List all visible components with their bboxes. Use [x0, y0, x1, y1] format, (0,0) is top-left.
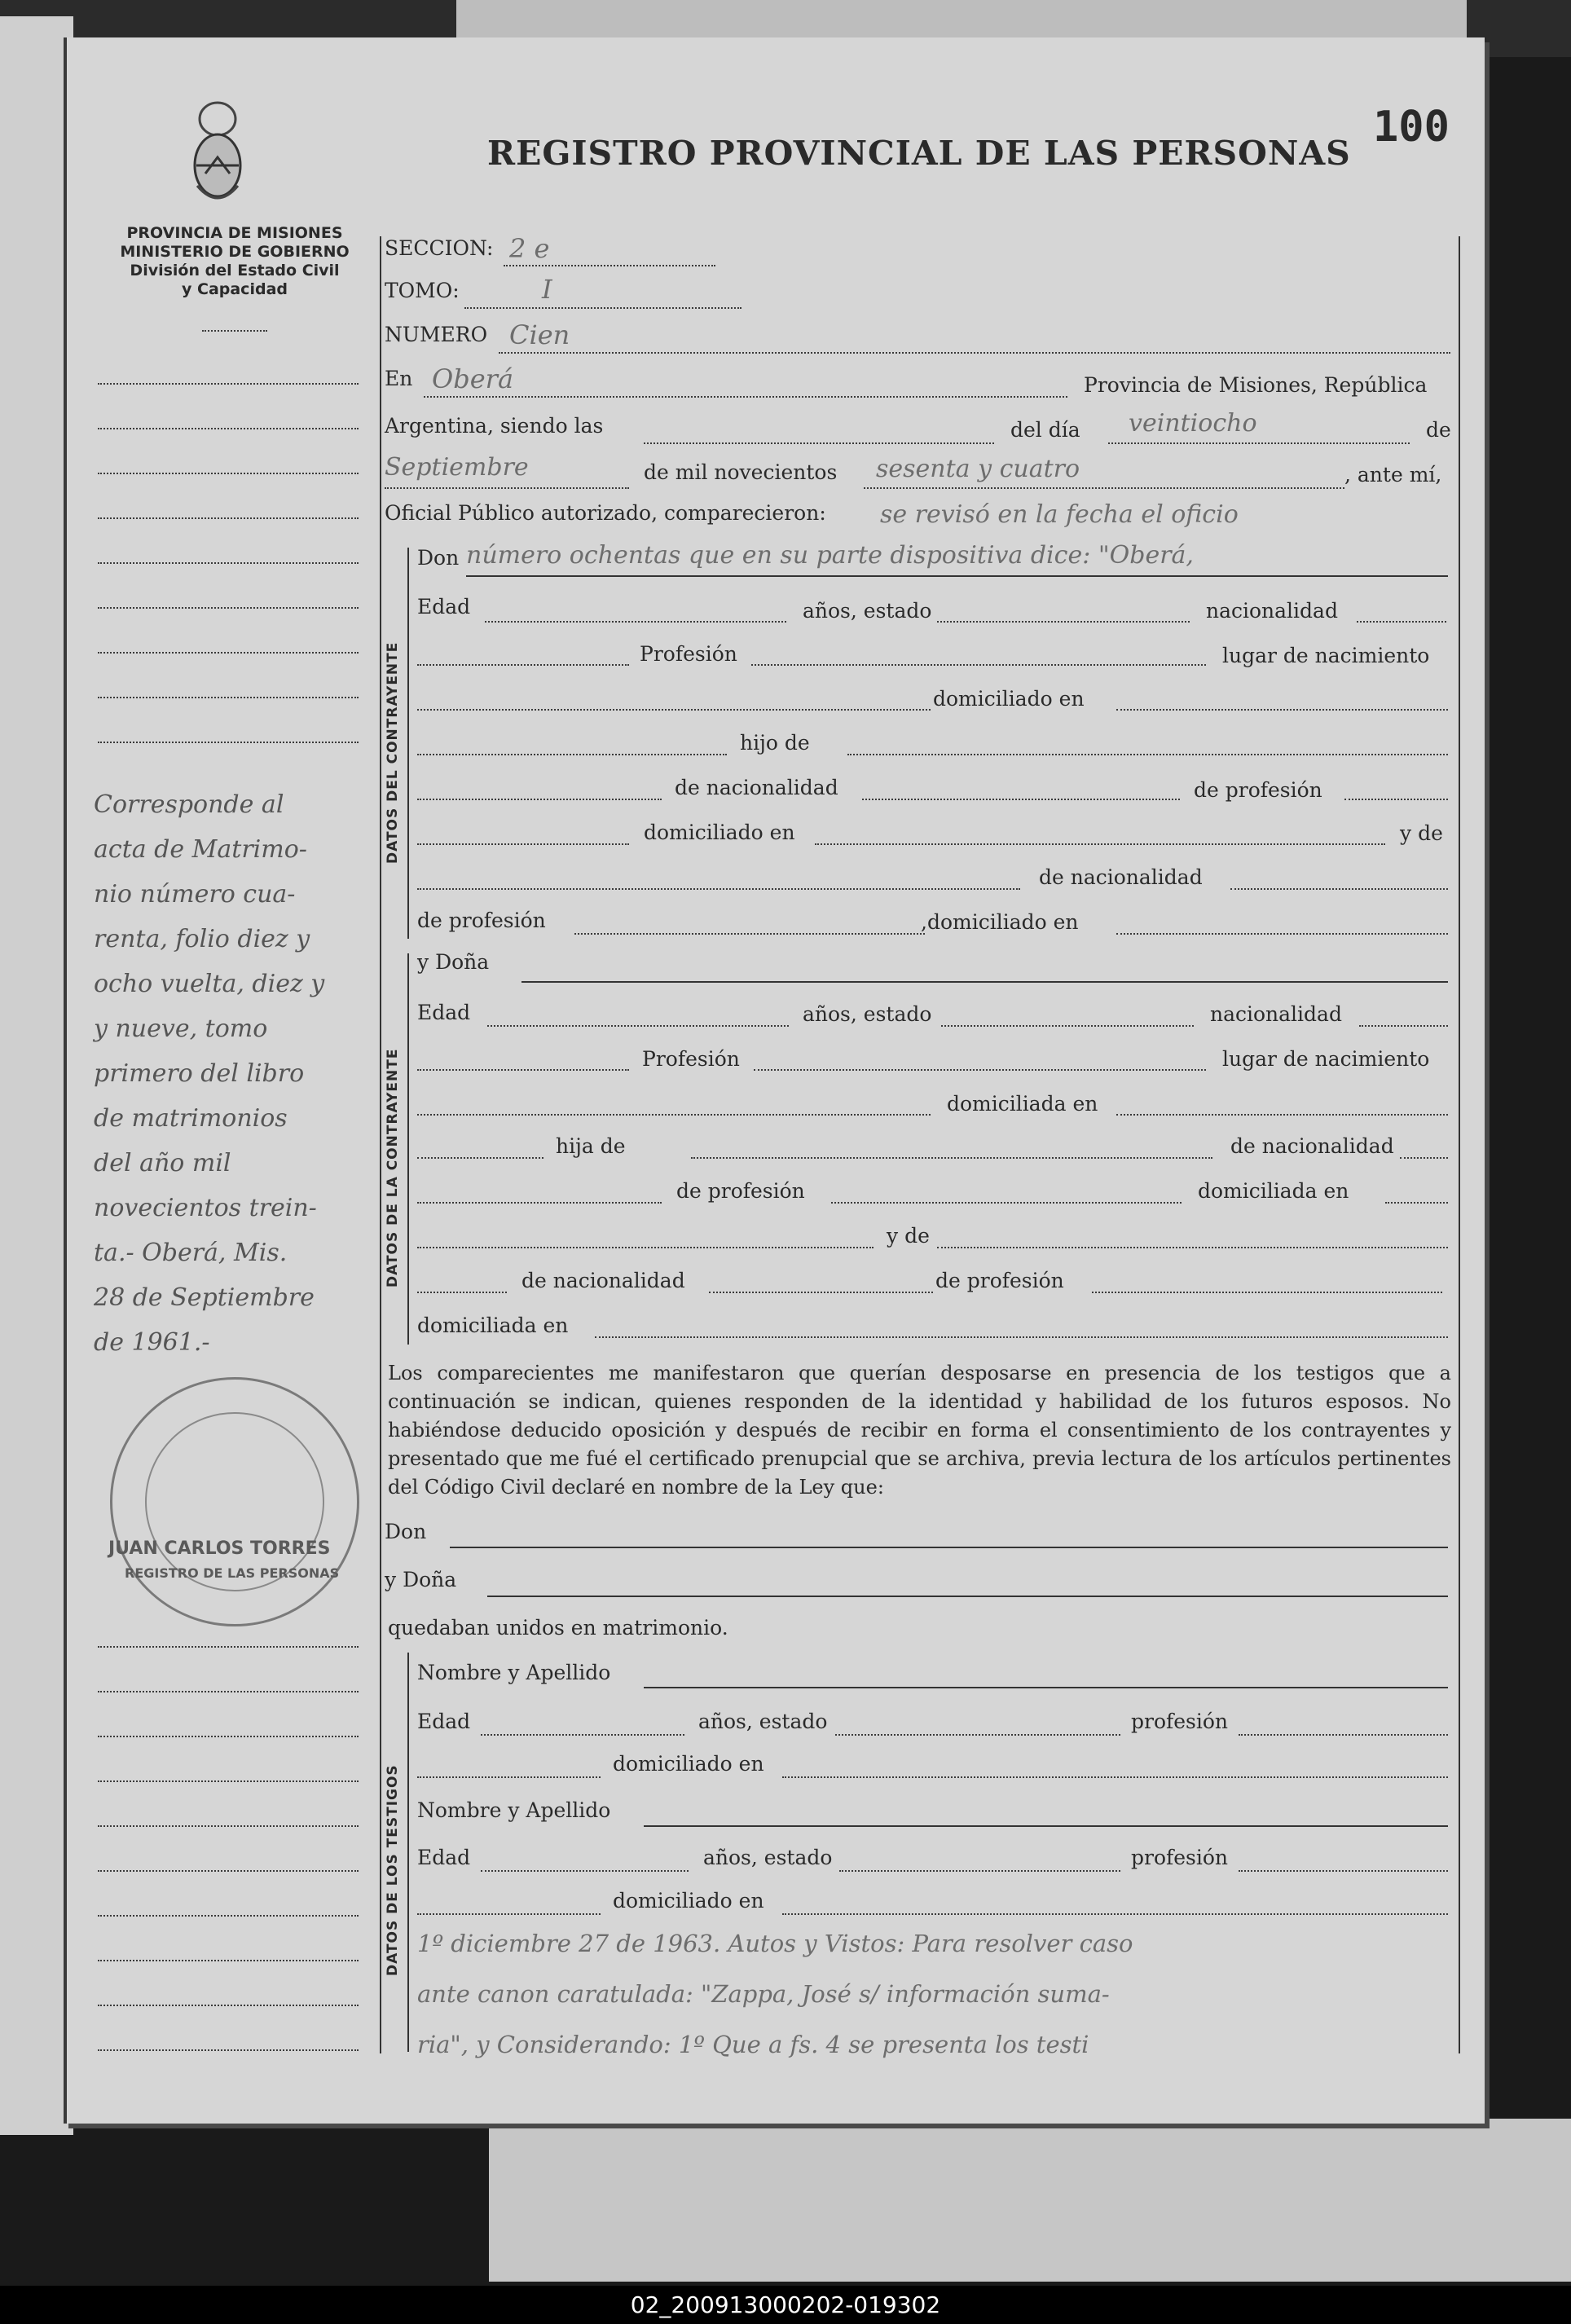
dona-padre-nacionalidad-field[interactable]: [1400, 1157, 1448, 1159]
margin-note-line: Corresponde al: [94, 790, 284, 819]
testigo2-estado-field[interactable]: [839, 1870, 1120, 1872]
coat-of-arms-icon: [189, 96, 246, 210]
hijo-de-label: hijo de: [740, 731, 810, 755]
dona-estado-field[interactable]: [941, 1025, 1194, 1027]
testigo1-nombre-label: Nombre y Apellido: [417, 1661, 611, 1684]
ante-mi-label: , ante mí,: [1344, 463, 1442, 486]
testigo2-domiciliado-label: domiciliado en: [613, 1889, 764, 1912]
dona-madre-profesion-label: de profesión: [935, 1269, 1064, 1292]
padre-nacionalidad-field[interactable]: [862, 799, 1180, 800]
profesion-label: Profesión: [640, 642, 737, 666]
stamp-office: REGISTRO DE LAS PERSONAS: [125, 1565, 340, 1581]
union-dona-field[interactable]: [487, 1596, 1448, 1597]
union-don-field[interactable]: [450, 1547, 1448, 1548]
contrayente-female-side-label: DATOS DE LA CONTRAYENTE: [385, 1048, 401, 1287]
dona-profesion-field[interactable]: [754, 1069, 1206, 1071]
bottom-annotation-line1: 1º diciembre 27 de 1963. Autos y Vistos: Para resolver caso: [417, 1930, 1133, 1957]
margin-note-line: y nueve, tomo: [94, 1015, 268, 1043]
dona-madre-domicilio-field[interactable]: [595, 1336, 1448, 1338]
madre-profesion-field[interactable]: [574, 933, 925, 935]
don-field[interactable]: [466, 575, 1448, 577]
hija-de-label: hija de: [556, 1134, 626, 1158]
dona-madre-profesion-field[interactable]: [1092, 1292, 1442, 1293]
dia-value: veintiocho: [1129, 409, 1257, 438]
de-label: de: [1426, 418, 1451, 442]
dona-nacionalidad-field[interactable]: [1359, 1025, 1448, 1027]
dona-edad-field[interactable]: [487, 1025, 789, 1027]
padre-cont-field[interactable]: [417, 799, 662, 800]
tomo-value: I: [542, 274, 552, 305]
dona-edad-label: Edad: [417, 1001, 471, 1024]
provincia-text: Provincia de Misiones, República: [1084, 373, 1428, 397]
dona-madre-nacionalidad-label: de nacionalidad: [521, 1269, 685, 1292]
testigo2-edad-label: Edad: [417, 1846, 471, 1869]
official-stamp: [110, 1377, 359, 1626]
testigo1-profesion-cont-field[interactable]: [417, 1776, 601, 1778]
y-dona-label: y Doña: [417, 950, 490, 974]
contrayente-female-bracket: [407, 953, 409, 1345]
don-label: Don: [417, 546, 460, 570]
dona-madre-cont-field[interactable]: [417, 1292, 507, 1293]
dona-domicilio-cont-field[interactable]: [417, 1157, 543, 1159]
dona-padre-dom-cont-field[interactable]: [417, 1247, 874, 1248]
dona-padre-cont-field[interactable]: [417, 1202, 662, 1204]
margin-annotation: [94, 782, 379, 1365]
argentina-text: Argentina, siendo las: [385, 414, 604, 438]
madre-domiciliado-label: ,domiciliado en: [921, 910, 1079, 934]
union-don-label: Don: [385, 1520, 427, 1543]
dona-profesion-label: Profesión: [642, 1047, 740, 1071]
anio-value: sesenta y cuatro: [876, 455, 1080, 483]
lugar-nacimiento-label: lugar de nacimiento: [1222, 644, 1430, 667]
mes-value: Septiembre: [385, 453, 529, 482]
dia-field[interactable]: [1108, 442, 1410, 444]
testigo1-estado-field[interactable]: [835, 1734, 1120, 1736]
profesion-field[interactable]: [751, 664, 1206, 666]
header-underline: [202, 330, 267, 332]
padre-nacionalidad-label: de nacionalidad: [675, 776, 838, 799]
testigo1-anios-estado-label: años, estado: [698, 1710, 828, 1733]
dona-madre-domiciliada-label: domiciliada en: [417, 1314, 569, 1337]
testigo2-profesion-cont-field[interactable]: [417, 1913, 601, 1915]
dona-lugar-label: lugar de nacimiento: [1222, 1047, 1430, 1071]
header-line-division: División del Estado Civil: [130, 262, 340, 279]
testigo1-domicilio-field[interactable]: [782, 1776, 1448, 1778]
dona-field[interactable]: [521, 981, 1448, 983]
madre-profesion-label: de profesión: [417, 909, 546, 932]
madre-nacionalidad-label: de nacionalidad: [1039, 865, 1203, 889]
header-line-province: PROVINCIA DE MISIONES: [126, 224, 343, 242]
edad-label: Edad: [417, 595, 471, 618]
testigos-side-label: DATOS DE LOS TESTIGOS: [385, 1764, 401, 1976]
margin-note-line: nio número cua-: [94, 880, 296, 909]
margin-note-line: del año mil: [94, 1149, 231, 1177]
seccion-value: 2 e: [509, 233, 550, 264]
hora-field[interactable]: [644, 442, 994, 444]
dona-y-de-label: y de: [887, 1224, 930, 1248]
stamp-name: JUAN CARLOS TORRES: [108, 1538, 331, 1559]
testigo1-edad-label: Edad: [417, 1710, 471, 1733]
anios-estado-label: años, estado: [803, 599, 932, 623]
margin-note-line: ta.- Oberá, Mis.: [94, 1239, 288, 1267]
dona-padre-domiciliada-label: domiciliada en: [1198, 1179, 1349, 1203]
adjacent-page-bottom: [489, 2119, 1571, 2282]
mes-field[interactable]: [385, 487, 629, 489]
testigo2-profesion-label: profesión: [1131, 1846, 1229, 1869]
padre-field[interactable]: [847, 754, 1448, 755]
profesion-prefix-field[interactable]: [417, 664, 629, 666]
declaration-paragraph: Los comparecientes me manifestaron que querían desposarse en presencia de los testigos que a continuación se indican, quienes responden de la identidad y habilidad de los futuros esposos. No habiéndose deducido oposición y después de recibir en forma el consentimiento de los contrayentes y presentado que me fué el certificado prenupcial que se archiva, previa lectura de los artículos pertinentes del Código Civil declaré en nombre de la Ley que:: [388, 1362, 1451, 1499]
dona-padre-nacionalidad-label: de nacionalidad: [1230, 1134, 1394, 1158]
domicilio-field[interactable]: [1116, 709, 1448, 711]
padre-domicilio-field[interactable]: [815, 843, 1385, 845]
dona-profesion-prefix-field[interactable]: [417, 1069, 629, 1071]
oficial-value: se revisó en la fecha el oficio: [880, 500, 1239, 529]
padre-domiciliado-label: domiciliado en: [644, 821, 795, 844]
anio-field[interactable]: [864, 487, 1344, 489]
bottom-annotation-line2: ante canon caratulada: "Zappa, José s/ información suma-: [417, 1980, 1110, 2008]
testigo1-edad-field[interactable]: [481, 1734, 684, 1736]
form-right-border: [1459, 236, 1460, 2053]
dona-padre-profesion-field[interactable]: [831, 1202, 1182, 1204]
stamp-inner-ring: [145, 1412, 324, 1591]
del-dia-label: del día: [1010, 418, 1080, 442]
margin-note-line: de matrimonios: [94, 1104, 288, 1133]
page-number: 100: [1373, 103, 1450, 152]
testigo2-nombre-label: Nombre y Apellido: [417, 1798, 611, 1822]
en-label: En: [385, 367, 413, 390]
bottom-annotation-line3: ria", y Considerando: 1º Que a fs. 4 se presenta los testi: [417, 2031, 1089, 2058]
numero-label: NUMERO: [385, 323, 488, 346]
union-dona-label: y Doña: [385, 1568, 457, 1591]
en-value: Oberá: [432, 363, 514, 394]
lugar-field[interactable]: [417, 709, 931, 711]
dona-padre-profesion-label: de profesión: [676, 1179, 805, 1203]
madre-domicilio-field[interactable]: [1116, 933, 1448, 935]
dona-anios-estado-label: años, estado: [803, 1002, 932, 1026]
seccion-field[interactable]: [504, 265, 715, 266]
de-mil-label: de mil novecientos: [644, 460, 838, 484]
dona-domicilio-field[interactable]: [1116, 1114, 1448, 1116]
madre-field[interactable]: [417, 888, 1020, 890]
padre-profesion-label: de profesión: [1194, 778, 1322, 802]
en-field[interactable]: [424, 396, 1067, 398]
y-de-label: y de: [1400, 821, 1443, 845]
quedaban-text: quedaban unidos en matrimonio.: [388, 1616, 728, 1640]
estado-field[interactable]: [937, 621, 1190, 623]
nacionalidad-label: nacionalidad: [1206, 599, 1338, 623]
testigo1-profesion-label: profesión: [1131, 1710, 1229, 1733]
numero-value: Cien: [509, 319, 570, 350]
madre-nacionalidad-field[interactable]: [1230, 888, 1448, 890]
numero-field[interactable]: [499, 352, 1450, 354]
scan-filename-footer: 02_200913000202-019302: [0, 2286, 1571, 2324]
don-value: número ochentas que en su parte dispositiva dice: "Oberá,: [466, 541, 1194, 570]
dona-lugar-field[interactable]: [417, 1114, 931, 1116]
testigos-bracket: [407, 1653, 409, 2052]
margin-note-line: acta de Matrimo-: [94, 835, 307, 864]
margin-note-line: primero del libro: [94, 1059, 305, 1088]
testigo2-domicilio-field[interactable]: [782, 1913, 1448, 1915]
margin-note-line: renta, folio diez y: [94, 925, 310, 953]
margin-note-line: 28 de Septiembre: [94, 1283, 315, 1312]
testigo2-anios-estado-label: años, estado: [703, 1846, 833, 1869]
testigo2-nombre-field[interactable]: [644, 1825, 1448, 1827]
oficial-text: Oficial Público autorizado, comparecieron:: [385, 501, 826, 525]
dona-nacionalidad-label: nacionalidad: [1210, 1002, 1342, 1026]
margin-note-line: novecientos trein-: [94, 1194, 317, 1222]
testigo1-domiciliado-label: domiciliado en: [613, 1752, 764, 1776]
dona-madre-field[interactable]: [937, 1247, 1448, 1248]
margin-note-line: de 1961.-: [94, 1328, 210, 1357]
tomo-field[interactable]: [464, 307, 741, 309]
testigo2-profesion-field[interactable]: [1239, 1870, 1448, 1872]
testigo2-edad-field[interactable]: [481, 1870, 689, 1872]
dona-madre-nacionalidad-field[interactable]: [709, 1292, 933, 1293]
padre-prof-cont-field[interactable]: [417, 843, 629, 845]
padre-profesion-field[interactable]: [1344, 799, 1448, 800]
contrayente-bracket: [407, 548, 409, 939]
contrayente-side-label: DATOS DEL CONTRAYENTE: [385, 641, 401, 864]
nacionalidad-field[interactable]: [1357, 621, 1446, 623]
form-left-border: [380, 236, 381, 2053]
header-line-capacity: y Capacidad: [182, 280, 288, 298]
testigo1-profesion-field[interactable]: [1239, 1734, 1448, 1736]
issuer-header: [96, 224, 373, 299]
edad-field[interactable]: [485, 621, 786, 623]
domicilio-cont-field[interactable]: [417, 754, 727, 755]
tomo-label: TOMO:: [385, 279, 460, 302]
margin-note-line: ocho vuelta, diez y: [94, 970, 325, 998]
testigo1-nombre-field[interactable]: [644, 1687, 1448, 1688]
seccion-label: SECCION:: [385, 236, 494, 260]
page-title: REGISTRO PROVINCIAL DE LAS PERSONAS: [487, 134, 1351, 173]
dona-padre-field[interactable]: [691, 1157, 1212, 1159]
book-left-edge: [0, 16, 73, 2135]
dona-padre-domicilio-field[interactable]: [1385, 1202, 1448, 1204]
header-line-ministry: MINISTERIO DE GOBIERNO: [120, 243, 350, 261]
dona-domiciliada-label: domiciliada en: [947, 1092, 1098, 1116]
domiciliado-label: domiciliado en: [933, 687, 1085, 711]
